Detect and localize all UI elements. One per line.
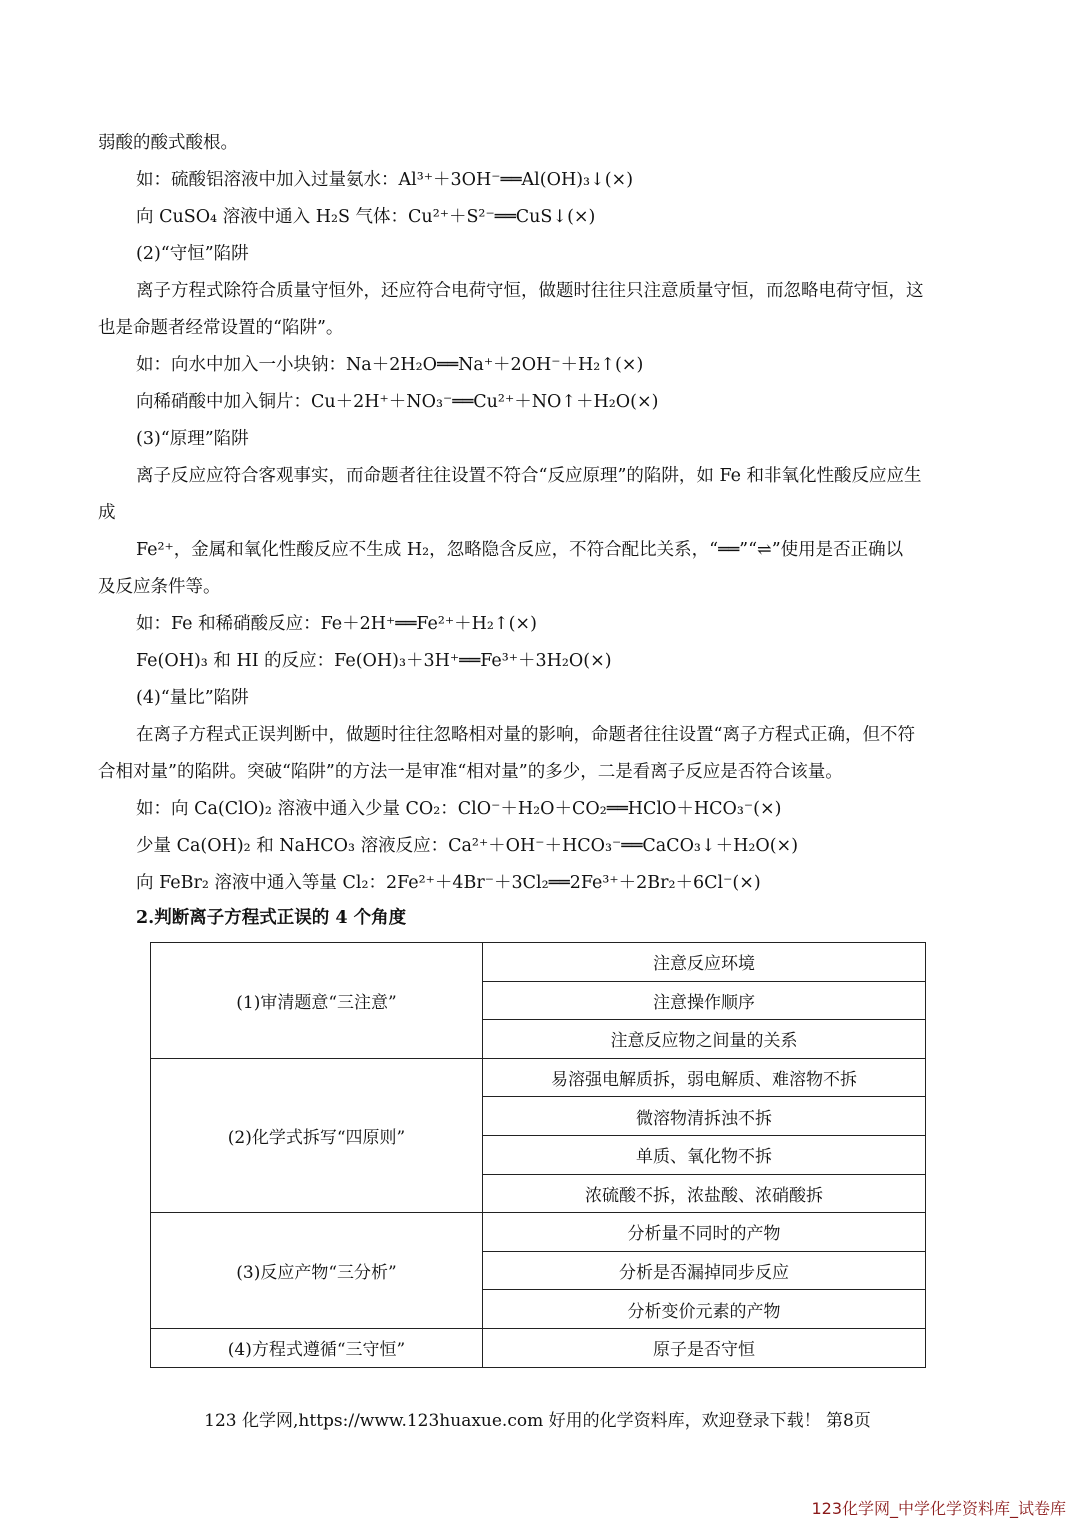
text-line-16: (4)“量比”陷阱 xyxy=(136,688,249,708)
text-line-9: (3)“原理”陷阱 xyxy=(136,429,249,449)
item-cell: 注意操作顺序 xyxy=(483,981,926,1020)
item-cell: 原子是否守恒 xyxy=(483,1328,926,1367)
text-line-6: 也是命题者经常设置的“陷阱”。 xyxy=(98,318,344,338)
table-row xyxy=(151,943,926,982)
item-cell: 微溶物清拆浊不拆 xyxy=(483,1097,926,1136)
category-cell: (3)反应产物“三分析” xyxy=(151,1213,483,1329)
item-cell: 易溶强电解质拆，弱电解质、难溶物不拆 xyxy=(483,1058,926,1097)
text-line-18: 合相对量”的陷阱。突破“陷阱”的方法一是审准“相对量”的多少，二是看离子反应是否符合该量。 xyxy=(98,762,843,782)
item-cell: 单质、氧化物不拆 xyxy=(483,1135,926,1174)
category-cell: (2)化学式拆写“四原则” xyxy=(151,1058,483,1212)
text-line-5: 离子方程式除符合质量守恒外，还应符合电荷守恒，做题时往往只注意质量守恒，而忽略电荷守恒，这 xyxy=(136,281,924,301)
text-line-2: 如：硫酸铝溶液中加入过量氨水：Al³⁺＋3OH⁻══Al(OH)₃↓(×) xyxy=(136,170,634,190)
text-line-17: 在离子方程式正误判断中，做题时往往忽略相对量的影响，命题者往往设置“离子方程式正确，但不符 xyxy=(136,725,915,745)
text-line-7: 如：向水中加入一小块钠：Na＋2H₂O══Na⁺＋2OH⁻＋H₂↑(×) xyxy=(136,355,644,375)
text-line-10: 离子反应应符合客观事实，而命题者往往设置不符合“反应原理”的陷阱，如 Fe 和非氧化性酸反应应生 xyxy=(136,466,922,486)
item-cell: 浓硫酸不拆，浓盐酸、浓硝酸拆 xyxy=(483,1174,926,1213)
rules-table xyxy=(150,942,926,1368)
text-line-1: 弱酸的酸式酸根。 xyxy=(98,133,238,153)
item-cell: 分析是否漏掉同步反应 xyxy=(483,1251,926,1290)
table-row xyxy=(151,1213,926,1252)
text-line-15: Fe(OH)₃ 和 HI 的反应：Fe(OH)₃＋3H⁺══Fe³⁺＋3H₂O(×) xyxy=(136,651,612,671)
category-cell: (4)方程式遵循“三守恒” xyxy=(151,1328,483,1367)
text-line-21: 向 FeBr₂ 溶液中通入等量 Cl₂：2Fe²⁺＋4Br⁻＋3Cl₂══2Fe³⁺＋2Br₂＋6Cl⁻(×) xyxy=(136,873,761,893)
category-cell: (1)审清题意“三注意” xyxy=(151,943,483,1059)
item-cell: 注意反应环境 xyxy=(483,943,926,982)
text-line-12: Fe²⁺，金属和氧化性酸反应不生成 H₂，忽略隐含反应，不符合配比关系，“══”“⇌”使用是否正确以 xyxy=(136,540,904,560)
item-cell: 分析变价元素的产物 xyxy=(483,1290,926,1329)
text-line-11: 成 xyxy=(98,503,116,523)
section-heading: 2.判断离子方程式正误的 4 个角度 xyxy=(136,908,407,928)
item-cell: 注意反应物之间量的关系 xyxy=(483,1020,926,1059)
text-line-20: 少量 Ca(OH)₂ 和 NaHCO₃ 溶液反应：Ca²⁺＋OH⁻＋HCO₃⁻══CaCO₃↓＋H₂O(×) xyxy=(136,836,799,856)
text-line-19: 如：向 Ca(ClO)₂ 溶液中通入少量 CO₂：ClO⁻＋H₂O＋CO₂══HClO＋HCO₃⁻(×) xyxy=(136,799,782,819)
table-row xyxy=(151,1328,926,1367)
text-line-13: 及反应条件等。 xyxy=(98,577,221,597)
page-footer: 123 化学网,https://www.123huaxue.com 好用的化学资料库，欢迎登录下载！ 第8页 xyxy=(204,1411,871,1431)
text-line-3: 向 CuSO₄ 溶液中通入 H₂S 气体：Cu²⁺＋S²⁻══CuS↓(×) xyxy=(136,207,596,227)
text-line-8: 向稀硝酸中加入铜片：Cu＋2H⁺＋NO₃⁻══Cu²⁺＋NO↑＋H₂O(×) xyxy=(136,392,659,412)
table-row xyxy=(151,1058,926,1097)
text-line-4: (2)“守恒”陷阱 xyxy=(136,244,249,264)
text-line-14: 如：Fe 和稀硝酸反应：Fe＋2H⁺══Fe²⁺＋H₂↑(×) xyxy=(136,614,537,634)
site-watermark-link[interactable]: 123化学网_中学化学资料库_试卷库 xyxy=(811,1499,1066,1518)
item-cell: 分析量不同时的产物 xyxy=(483,1213,926,1252)
